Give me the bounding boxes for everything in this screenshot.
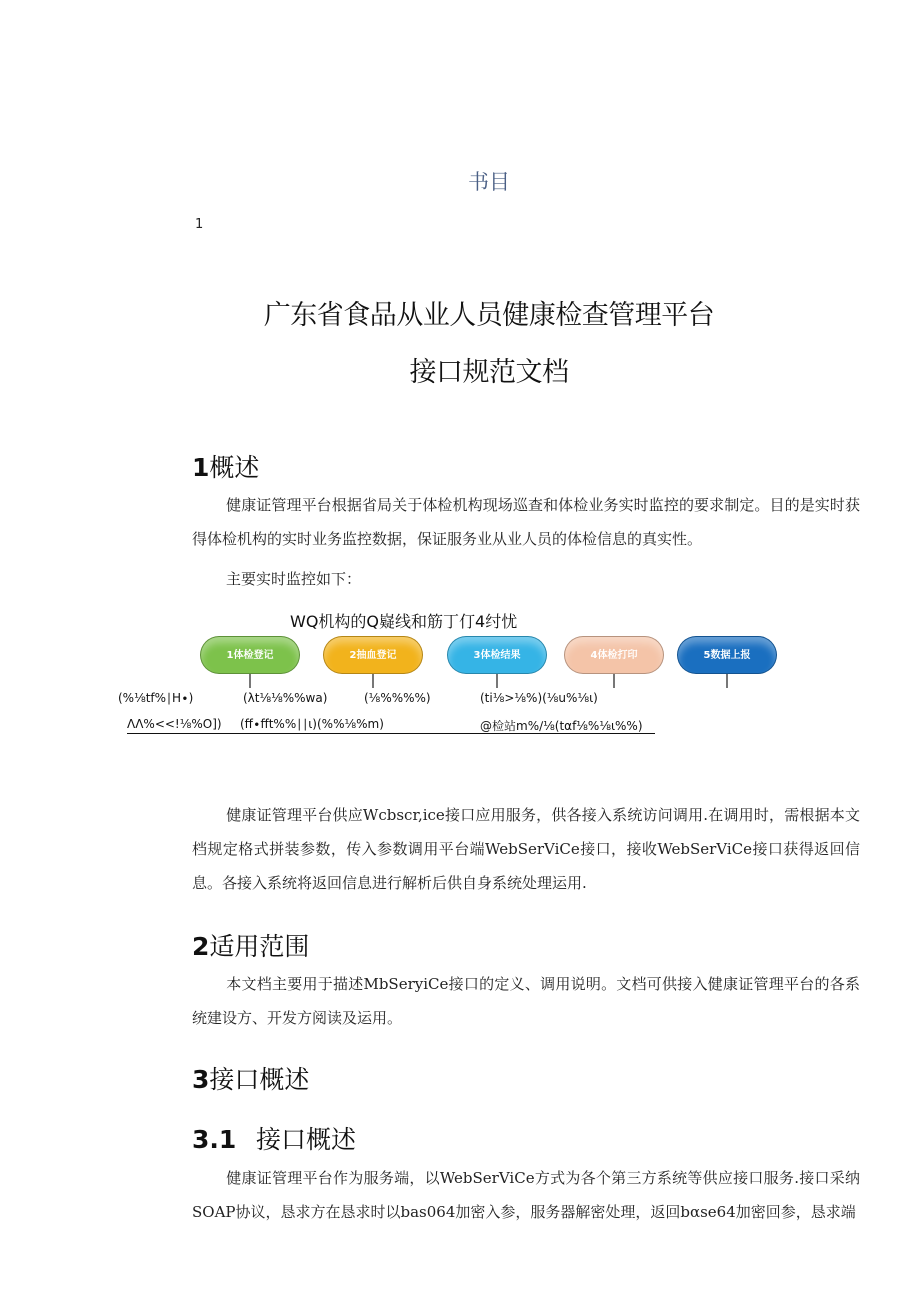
section-2-paragraph: 本文档主要用于描述MbSeryiCe接口的定义、调用说明。文档可供接入健康证管理平台的各系统建设方、开发方阅读及运用。 xyxy=(192,975,860,1027)
document-title-line1: 广东省食品从业人员健康检查管理平台 xyxy=(263,300,715,331)
section-1-paragraph-3: 健康证管理平台供应Wcbscr,ice接口应用服务，供各接入系统访问调用.在调用时，需根据本文档规定格式拼装参数，传入参数调用平台端WebSerViCe接口，接收WebSerViCe接口获得返回信息。各接入系统将返回信息进行解析后供自身系统处理运用. xyxy=(192,806,860,892)
section-3-1-title: 接口概述 xyxy=(256,1125,357,1154)
section-3-1-number: 3.1 xyxy=(192,1125,237,1154)
toc-item-number: 1 xyxy=(195,217,204,232)
section-1-heading xyxy=(192,448,259,484)
diagram-caption-3b: @检站m%∕⅛(tαf⅛%⅛ι%%) xyxy=(480,719,643,733)
diagram-caption-underline xyxy=(127,733,655,734)
section-2-title: 适用范围 xyxy=(209,932,310,961)
section-1-paragraph-1: 健康证管理平台根据省局关于体检机构现场巡查和体检业务实时监控的要求制定。目的是实时获得体检机构的实时业务监控数据，保证服务业从业人员的体检信息的真实性。 xyxy=(192,496,860,548)
section-2-heading xyxy=(192,927,309,963)
diagram-step-4: 4体检打印 xyxy=(564,636,664,674)
toc-title: 书目 xyxy=(468,170,510,194)
section-3-title: 接口概述 xyxy=(209,1065,310,1094)
diagram-title: WQ机构的Q嶷线和筋丁仃4纣忧 xyxy=(290,612,518,631)
diagram-stem-3 xyxy=(496,674,498,688)
diagram-caption-4a: (ti⅛>⅛%)(⅛u%⅛ι) xyxy=(480,691,598,705)
section-3-1-heading xyxy=(192,1120,356,1156)
diagram-step-2: 2抽血登记 xyxy=(323,636,423,674)
diagram-step-5: 5数据上报 xyxy=(677,636,777,674)
diagram-stem-2 xyxy=(372,674,374,688)
section-1-title: 概述 xyxy=(209,453,260,482)
section-1-number: 1 xyxy=(192,453,210,482)
diagram-caption-3a: (⅛%%%%) xyxy=(364,691,431,705)
diagram-caption-1a: (%⅛tf%∣H∙) xyxy=(118,691,194,705)
diagram-stem-5 xyxy=(726,674,728,688)
diagram-caption-1b: ΛΛ%<<!⅛%O]) xyxy=(127,717,222,731)
diagram-stem-1 xyxy=(249,674,251,688)
diagram-step-3: 3体检结果 xyxy=(447,636,547,674)
diagram-caption-2a: (λt⅛⅛%%wa) xyxy=(243,691,328,705)
diagram-caption-2b: (ff∙fft%%∣∣ι)(%%⅛%m) xyxy=(240,717,384,731)
section-3-1-paragraph: 健康证管理平台作为服务端，以WebSerViCe方式为各个第三方系统等供应接口服务.接口采纳SOAP协议，恳求方在恳求时以bas064加密入参，服务器解密处理，返回bαse64加密回参，恳求端 xyxy=(192,1169,860,1221)
diagram-stem-4 xyxy=(613,674,615,688)
document-title-line2: 接口规范文档 xyxy=(409,357,569,388)
section-3-heading xyxy=(192,1060,309,1096)
section-1-paragraph-2: 主要实时监控如下： xyxy=(226,570,362,588)
section-3-number: 3 xyxy=(192,1065,210,1094)
section-2-number: 2 xyxy=(192,932,210,961)
diagram-step-1: 1体检登记 xyxy=(200,636,300,674)
